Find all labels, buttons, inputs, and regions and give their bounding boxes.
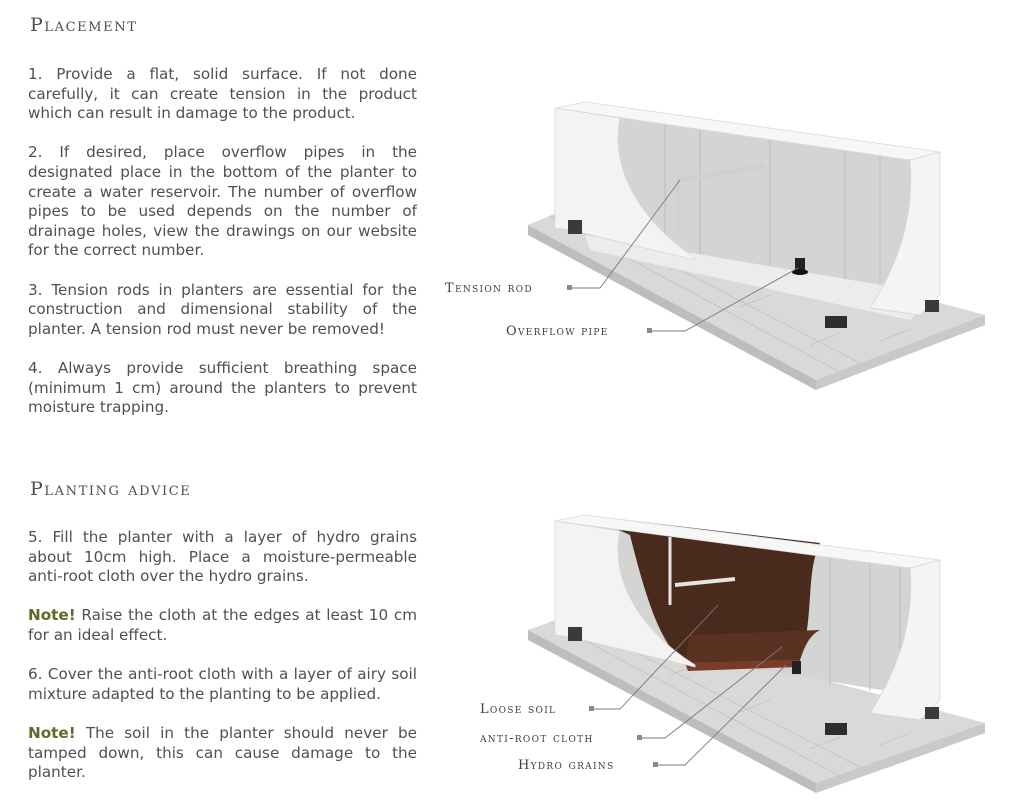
planting-note-2 xyxy=(28,724,417,783)
placement-paragraph-2: 2. If desired, place overflow pipes in the designated place in the bottom of the planter to create a water reservoir. The number of overflow pipes to be used depends on the number of drainage holes, view the drawings on our website for the correct number. xyxy=(28,143,417,260)
callout-marker xyxy=(589,706,594,711)
planter-foot xyxy=(568,627,582,641)
planter-foot xyxy=(825,723,847,735)
callout-marker xyxy=(567,285,572,290)
callout-marker xyxy=(647,328,652,333)
callout-label-anti-root-cloth: anti-root cloth xyxy=(480,731,594,746)
anti-root-cloth-layer xyxy=(685,630,820,663)
planting-paragraph-5: 5. Fill the planter with a layer of hydro grains about 10cm high. Place a moisture-permeable anti-root cloth over the hydro grains. xyxy=(28,528,417,586)
callout-label-tension-rod: Tension rod xyxy=(445,281,533,296)
section-heading-placement: Placement xyxy=(30,14,138,36)
callout-marker xyxy=(637,735,642,740)
planter-placement-illustration xyxy=(440,80,1000,390)
planting-text xyxy=(28,528,417,802)
callout-label-loose-soil: Loose soil xyxy=(480,702,557,717)
placement-paragraph-3: 3. Tension rods in planters are essential for the construction and dimensional stability of the planter. A tension rod must never be removed! xyxy=(28,280,417,338)
note-text: Raise the cloth at the edges at least 10 cm for an ideal effect. xyxy=(28,606,417,644)
planter-planting-illustration xyxy=(460,495,1005,795)
planter-foot xyxy=(825,316,847,328)
placement-paragraph-1: 1. Provide a flat, solid surface. If not done carefully, it can create tension in the product which can result in damage to the product. xyxy=(28,65,417,123)
planter-foot xyxy=(568,220,582,234)
planting-paragraph-6: 6. Cover the anti-root cloth with a layer of airy soil mixture adapted to the planting to be applied. xyxy=(28,665,417,703)
planter-foot xyxy=(925,707,939,719)
overflow-pipe xyxy=(792,661,801,674)
section-heading-planting-advice: Planting advice xyxy=(30,478,192,500)
callout-label-hydro-grains: Hydro grains xyxy=(518,758,615,773)
placement-paragraph-4: 4. Always provide sufficient breathing space (minimum 1 cm) around the planters to prevent moisture trapping. xyxy=(28,358,417,417)
note-label: Note! xyxy=(28,606,76,625)
planting-note-1 xyxy=(28,606,417,645)
note-text: The soil in the planter should never be tamped down, this can cause damage to the planter. xyxy=(28,723,417,782)
callout-label-overflow-pipe: Overflow pipe xyxy=(506,324,609,339)
placement-text xyxy=(28,65,417,437)
planter-foot xyxy=(925,300,939,312)
note-label: Note! xyxy=(28,723,76,742)
callout-marker xyxy=(653,762,658,767)
